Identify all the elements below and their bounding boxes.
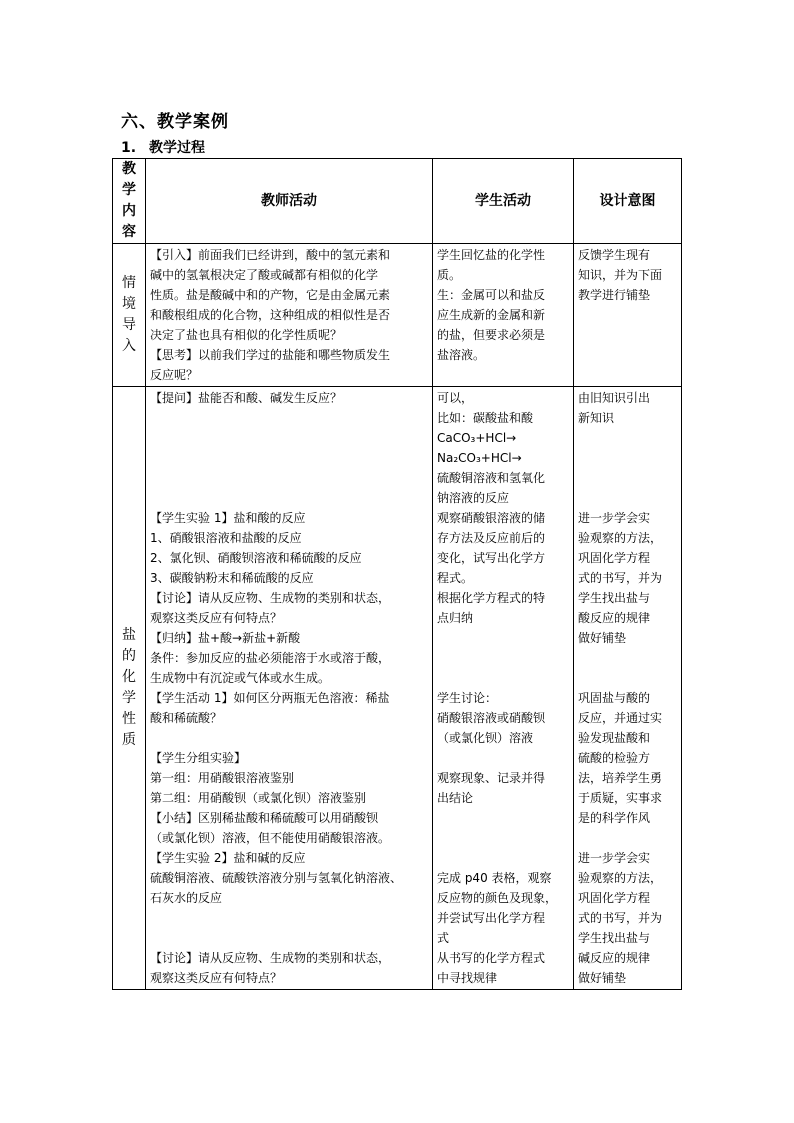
text-line: 式的书写，并为 <box>578 911 663 925</box>
text-line <box>578 828 677 848</box>
text-line: 式 <box>437 931 450 945</box>
text-line: 和酸根组成的化合物，这种组成的相似性是否 <box>150 308 391 322</box>
text-line: 酸反应的规律 <box>578 611 651 625</box>
text-line: 反应，并通过实 <box>578 711 663 725</box>
text-line: 于质疑，实事求 <box>578 791 663 805</box>
text-line: 教学进行铺垫 <box>578 288 651 302</box>
header-topic-char: 容 <box>122 224 136 240</box>
text-line: 根据化学方程式的特 <box>437 591 546 605</box>
topic-char: 的 <box>122 648 136 664</box>
text-line: 是的科学作风 <box>578 811 651 825</box>
text-line: 硫酸铜溶液和氢氧化 <box>437 471 546 485</box>
text-line: 钠溶液的反应 <box>437 491 510 505</box>
text-line: 中寻找规律 <box>437 971 498 985</box>
text-line: 【学生分组实验】 <box>150 751 247 765</box>
text-line: 式的书写，并为 <box>578 571 663 585</box>
header-design-intent: 设计意图 <box>574 159 682 244</box>
text-line <box>150 488 428 508</box>
text-line <box>578 468 677 488</box>
subsection-heading <box>121 137 205 157</box>
text-line <box>150 928 428 948</box>
text-line <box>150 908 428 928</box>
text-line <box>150 448 428 468</box>
text-line: 出结论 <box>437 791 474 805</box>
text-line: 酸和稀硫酸？ <box>150 711 223 725</box>
text-line: 碱反应的规律 <box>578 951 651 965</box>
text-line: 【引入】前面我们已经讲到，酸中的氢元素和 <box>150 248 391 262</box>
header-teacher-activity: 教师活动 <box>146 159 433 244</box>
text-line: 进一步学会实 <box>578 851 651 865</box>
topic-char: 入 <box>122 338 136 354</box>
text-line: 观察这类反应有何特点？ <box>150 611 283 625</box>
text-line <box>578 448 677 468</box>
text-line <box>150 468 428 488</box>
teacher-activity-cell <box>146 244 433 387</box>
text-line: 学生找出盐与 <box>578 931 651 945</box>
text-line <box>150 408 428 428</box>
text-line: 硝酸银溶液或硝酸钡 <box>437 711 546 725</box>
text-line <box>578 488 677 508</box>
text-line: 【讨论】请从反应物、生成物的类别和状态， <box>150 951 391 965</box>
text-line: 【小结】区别稀盐酸和稀硫酸可以用硝酸钡 <box>150 811 379 825</box>
subsection-number: 1. <box>121 140 137 156</box>
text-line: 【提问】盐能否和酸、碱发生反应？ <box>150 391 343 405</box>
text-line: 巩固盐与酸的 <box>578 691 651 705</box>
text-line: 进一步学会实 <box>578 511 651 525</box>
text-line <box>437 748 569 768</box>
text-line: （或氯化钡）溶液，但不能使用硝酸银溶液。 <box>150 831 391 845</box>
text-line <box>437 628 569 648</box>
text-line: 巩固化学方程 <box>578 891 651 905</box>
student-activity-cell <box>433 244 574 387</box>
text-line: 学生回忆盐的化学性 <box>437 248 546 262</box>
text-line: 验观察的方法， <box>578 871 663 885</box>
text-line <box>437 828 569 848</box>
text-line: 的盐，但要求必须是 <box>437 328 546 342</box>
table-header-row <box>113 159 682 244</box>
text-line <box>437 648 569 668</box>
text-line <box>578 668 677 688</box>
text-line: 完成 p40 表格，观察 <box>437 871 552 885</box>
text-line: 硫酸铜溶液、硫酸铁溶液分别与氢氧化钠溶液、 <box>150 871 403 885</box>
text-line: 石灰水的反应 <box>150 891 223 905</box>
text-line: 反应物的颜色及现象， <box>437 891 558 905</box>
table-row-salt-properties <box>113 387 682 990</box>
text-line <box>578 648 677 668</box>
text-line: 验观察的方法， <box>578 531 663 545</box>
student-activity-cell <box>433 387 574 990</box>
text-line <box>437 668 569 688</box>
text-line <box>437 848 569 868</box>
topic-char: 盐 <box>122 627 136 643</box>
text-line: 【学生实验 2】盐和碱的反应 <box>150 851 306 865</box>
text-line: 【思考】以前我们学过的盐能和哪些物质发生 <box>150 348 391 362</box>
topic-char: 学 <box>122 690 136 706</box>
text-line: 反应呢？ <box>150 368 199 382</box>
text-line: 盐溶液。 <box>437 348 486 362</box>
text-line: 质。 <box>437 268 462 282</box>
header-topic-char: 教 <box>122 161 136 177</box>
text-line: 学生找出盐与 <box>578 591 651 605</box>
text-line: 验发现盐酸和 <box>578 731 651 745</box>
text-line: 可以， <box>437 391 474 405</box>
text-line: 变化，试写出化学方 <box>437 551 546 565</box>
topic-char: 化 <box>122 669 136 685</box>
text-line: 决定了盐也具有相似的化学性质呢？ <box>150 328 343 342</box>
text-line: 碱中的氢氧根决定了酸或碱都有相似的化学 <box>150 268 379 282</box>
header-topic-char: 内 <box>122 203 136 219</box>
text-line: 观察这类反应有何特点？ <box>150 971 283 985</box>
text-line: 学生讨论： <box>437 691 498 705</box>
text-line: 法，培养学生勇 <box>578 771 663 785</box>
text-line <box>578 428 677 448</box>
text-line: 知识，并为下面 <box>578 268 663 282</box>
text-line: 做好铺垫 <box>578 631 627 645</box>
teaching-process-table <box>112 158 682 990</box>
table-row-situation-intro <box>113 244 682 387</box>
text-line: 做好铺垫 <box>578 971 627 985</box>
section-heading: 六、教学案例 <box>121 112 229 132</box>
text-line: 1、硝酸银溶液和盐酸的反应 <box>150 531 302 545</box>
topic-char: 导 <box>122 317 136 333</box>
topic-cell-intro <box>113 244 146 387</box>
text-line: 由旧知识引出 <box>578 391 651 405</box>
text-line: 并尝试写出化学方程 <box>437 911 546 925</box>
header-topic-char: 学 <box>122 182 136 198</box>
text-line: Na₂CO₃+HCl→ <box>437 451 522 465</box>
text-line: 应生成新的金属和新 <box>437 308 546 322</box>
text-line <box>437 808 569 828</box>
text-line: 硫酸的检验方 <box>578 751 651 765</box>
text-line: 3、碳酸钠粉末和稀硫酸的反应 <box>150 571 314 585</box>
text-line: 观察现象、记录并得 <box>437 771 546 785</box>
text-line: 2、氯化钡、硝酸钡溶液和稀硫酸的反应 <box>150 551 362 565</box>
text-line <box>150 728 428 748</box>
teacher-activity-cell <box>146 387 433 990</box>
text-line: （或氯化钡）溶液 <box>437 731 534 745</box>
text-line: 从书写的化学方程式 <box>437 951 546 965</box>
text-line: 性质。盐是酸碱中和的产物，它是由金属元素 <box>150 288 391 302</box>
text-line: CaCO₃+HCl→ <box>437 431 517 445</box>
text-line: 点归纳 <box>437 611 474 625</box>
header-topic-cell <box>113 159 146 244</box>
text-line: 程式。 <box>437 571 474 585</box>
text-line <box>150 428 428 448</box>
text-line: 新知识 <box>578 411 615 425</box>
text-line: 反馈学生现有 <box>578 248 651 262</box>
topic-char: 性 <box>122 711 136 727</box>
topic-cell-salt <box>113 387 146 990</box>
text-line: 观察硝酸银溶液的储 <box>437 511 546 525</box>
topic-char: 质 <box>122 732 136 748</box>
text-line: 【学生活动 1】如何区分两瓶无色溶液：稀盐 <box>150 691 390 705</box>
design-intent-cell <box>574 244 682 387</box>
text-line: 生：金属可以和盐反 <box>437 288 546 302</box>
topic-char: 情 <box>122 275 136 291</box>
text-line: 生成物中有沉淀或气体或水生成。 <box>150 671 331 685</box>
text-line: 条件：参加反应的盐必须能溶于水或溶于酸， <box>150 651 391 665</box>
text-line: 存方法及反应前后的 <box>437 531 546 545</box>
text-line: 第二组：用硝酸钡（或氯化钡）溶液鉴别 <box>150 791 367 805</box>
text-line: 【归纳】盐+酸→新盐+新酸 <box>150 631 301 645</box>
header-student-activity: 学生活动 <box>433 159 574 244</box>
text-line: 巩固化学方程 <box>578 551 651 565</box>
text-line: 【讨论】请从反应物、生成物的类别和状态， <box>150 591 391 605</box>
design-intent-cell <box>574 387 682 990</box>
text-line: 第一组：用硝酸银溶液鉴别 <box>150 771 295 785</box>
text-line: 比如：碳酸盐和酸 <box>437 411 534 425</box>
topic-char: 境 <box>122 296 136 312</box>
subsection-title: 教学过程 <box>149 140 205 156</box>
text-line: 【学生实验 1】盐和酸的反应 <box>150 511 306 525</box>
